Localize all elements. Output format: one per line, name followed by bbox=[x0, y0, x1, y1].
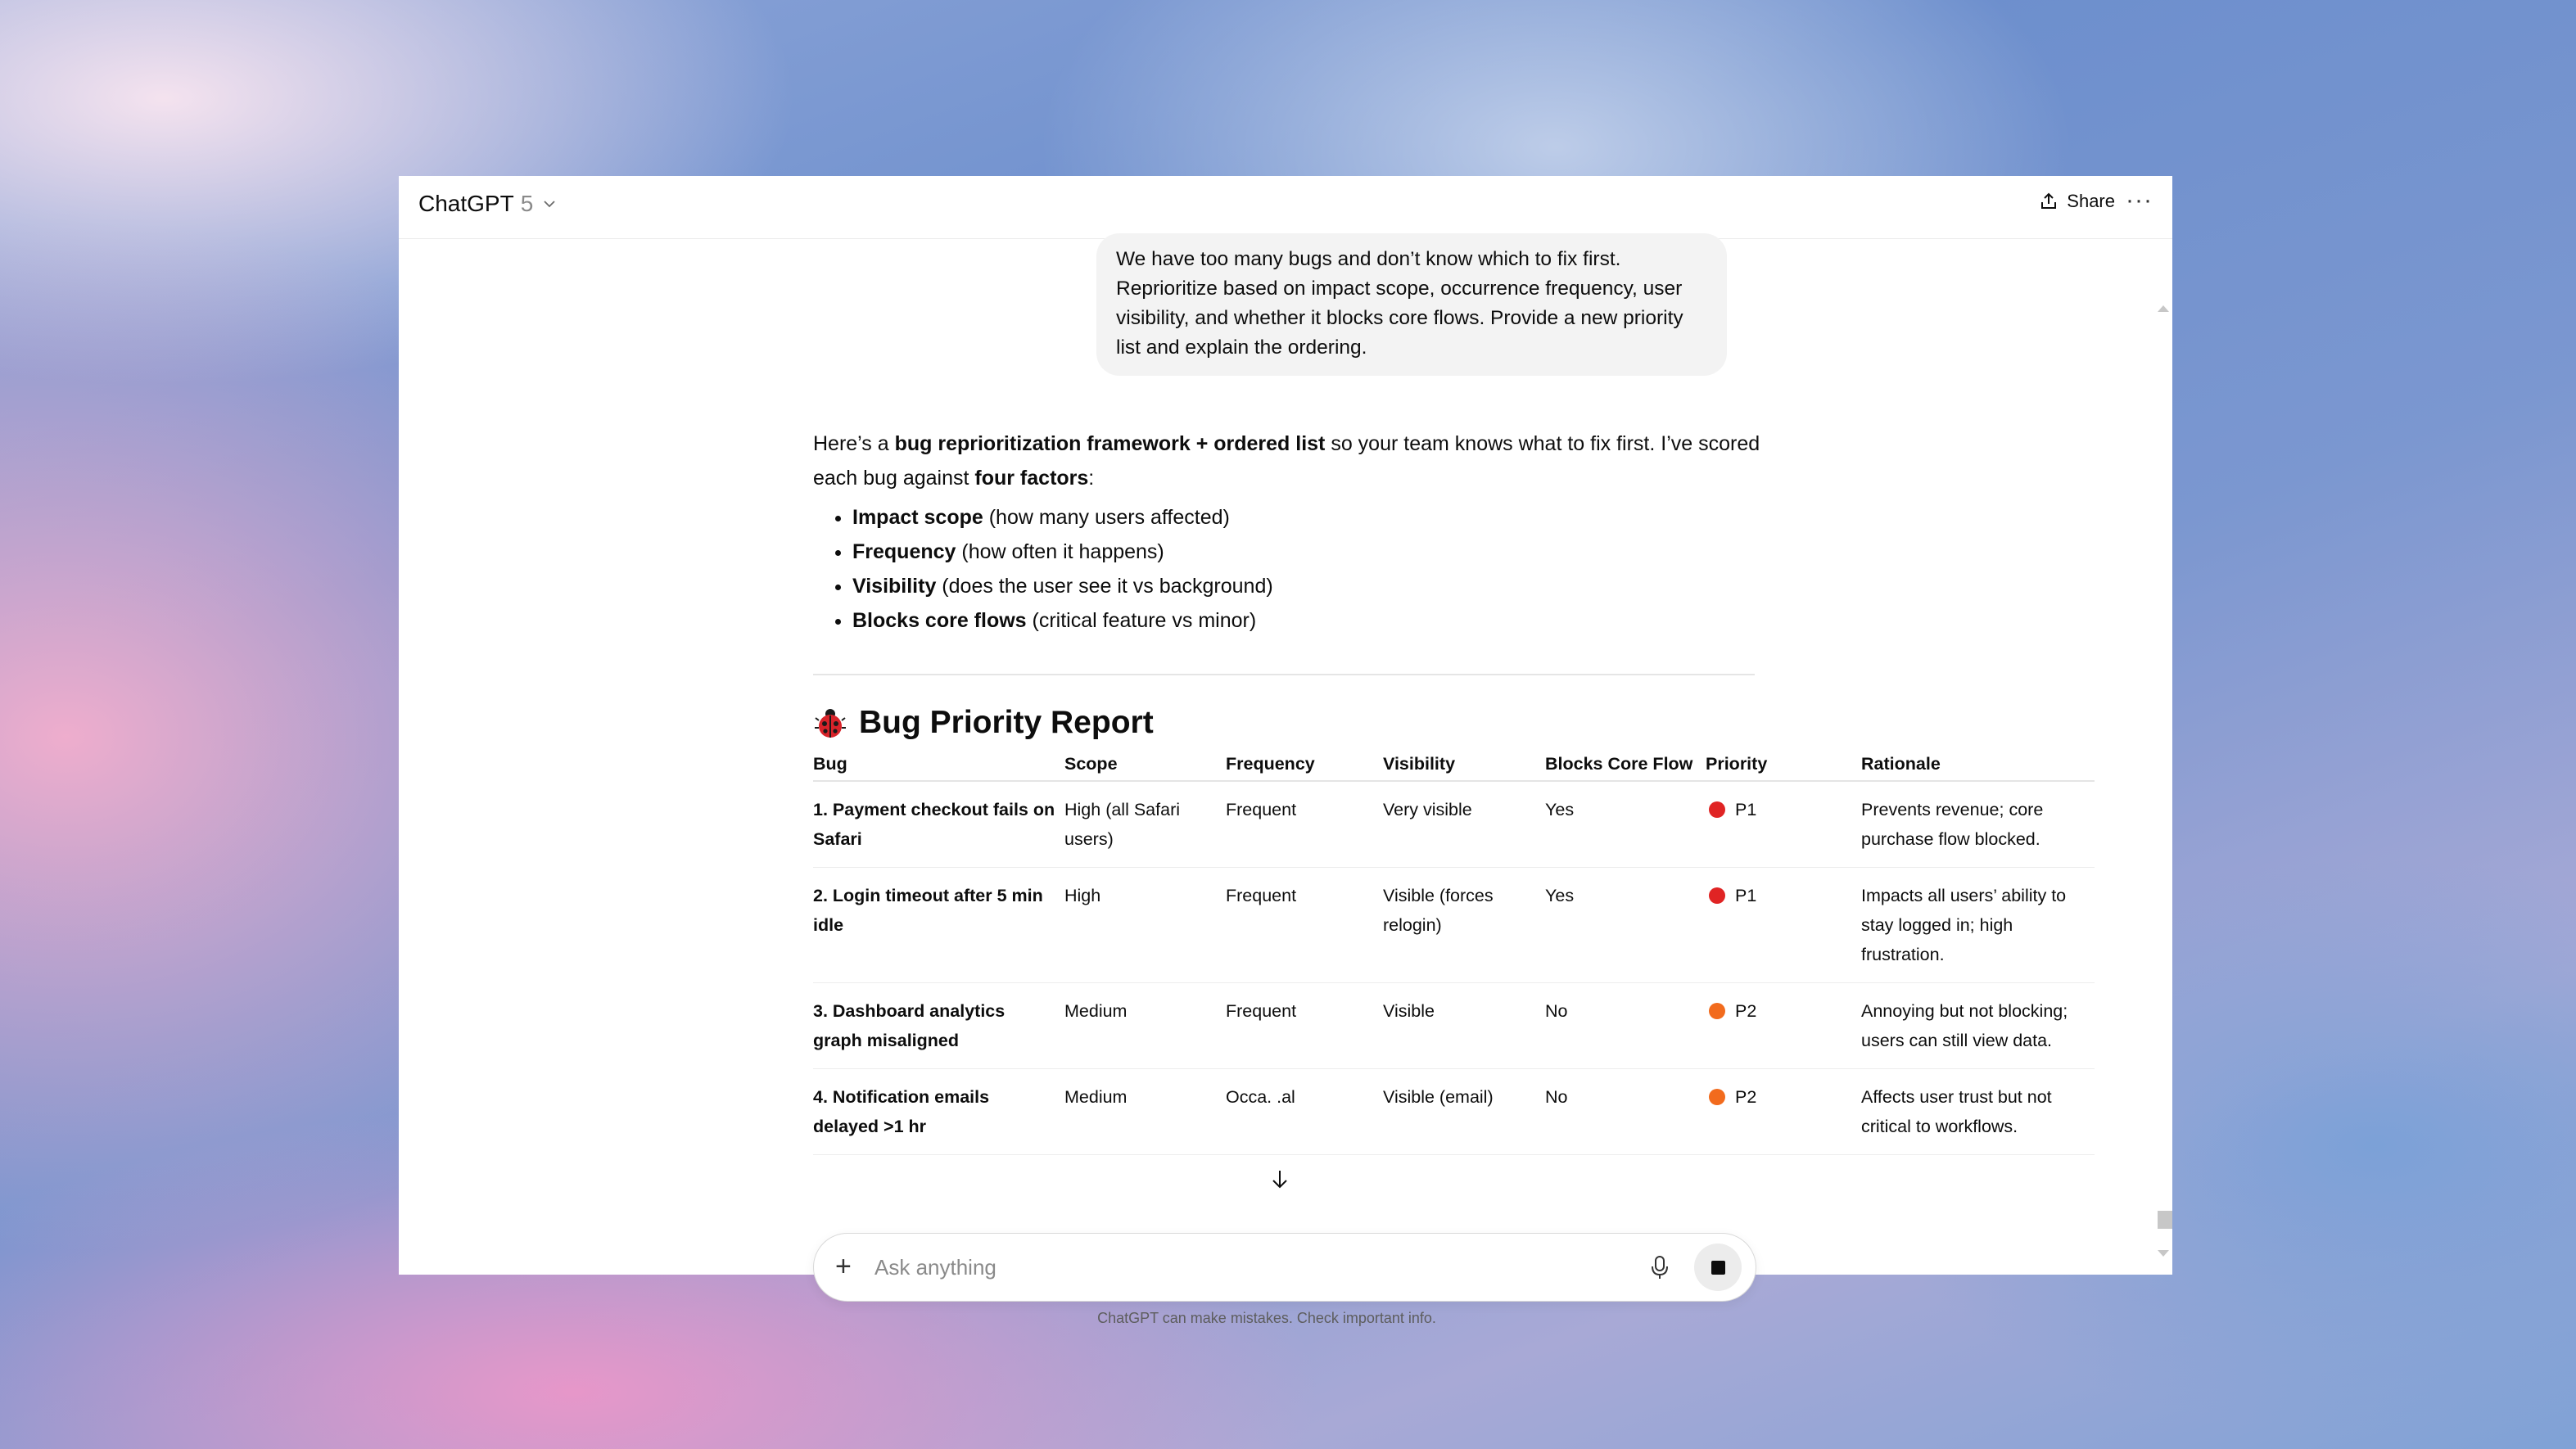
chat-window bbox=[399, 176, 2172, 1326]
orange-circle-icon bbox=[1709, 1089, 1725, 1105]
bug-priority-table bbox=[813, 754, 2095, 1155]
scrollbar-thumb[interactable] bbox=[2158, 1211, 2172, 1229]
frequency-cell: Frequent bbox=[1226, 781, 1383, 868]
intro-text: so your team knows what to fix first. I’ve scored each bug against bbox=[813, 432, 1760, 490]
report-title: Bug Priority Report bbox=[859, 705, 1154, 740]
priority-cell bbox=[1706, 1069, 1861, 1155]
bug-cell: 2. Login timeout after 5 min idle bbox=[813, 868, 1064, 983]
factor-desc: (how many users affected) bbox=[983, 506, 1230, 529]
frequency-cell: Frequent bbox=[1226, 868, 1383, 983]
assistant-message bbox=[813, 427, 1763, 638]
chevron-down-icon bbox=[543, 200, 556, 208]
rationale-cell: Prevents revenue; core purchase flow blocked. bbox=[1861, 781, 2095, 868]
column-header: Priority bbox=[1706, 754, 1861, 781]
model-switcher[interactable] bbox=[418, 191, 556, 217]
table-row bbox=[813, 983, 2095, 1069]
blocks-cell: Yes bbox=[1545, 868, 1706, 983]
share-label: Share bbox=[2067, 191, 2115, 211]
model-name: ChatGPT bbox=[418, 191, 514, 216]
frequency-cell: Frequent bbox=[1226, 983, 1383, 1069]
share-button[interactable] bbox=[2039, 191, 2115, 212]
microphone-icon[interactable] bbox=[1649, 1255, 1670, 1280]
column-header: Rationale bbox=[1861, 754, 2095, 781]
column-header: Bug bbox=[813, 754, 1064, 781]
visibility-cell: Visible (forces relogin) bbox=[1383, 868, 1545, 983]
visibility-cell: Visible (email) bbox=[1383, 1069, 1545, 1155]
blocks-cell: Yes bbox=[1545, 781, 1706, 868]
bug-cell: 1. Payment checkout fails on Safari bbox=[813, 781, 1064, 868]
composer bbox=[813, 1233, 1756, 1302]
scope-cell: Medium bbox=[1064, 1069, 1226, 1155]
priority-label: P2 bbox=[1735, 1001, 1757, 1021]
intro-text: Here’s a bbox=[813, 432, 895, 455]
intro-text: : bbox=[1088, 467, 1095, 490]
visibility-cell: Visible bbox=[1383, 983, 1545, 1069]
blocks-cell: No bbox=[1545, 1069, 1706, 1155]
factor-desc: (does the user see it vs background) bbox=[936, 575, 1273, 598]
priority-label: P1 bbox=[1735, 800, 1757, 819]
add-attachment-button[interactable]: + bbox=[835, 1251, 852, 1282]
intro-bold-factors: four factors bbox=[974, 467, 1089, 490]
bug-cell: 4. Notification emails delayed >1 hr bbox=[813, 1069, 1064, 1155]
bug-cell: 3. Dashboard analytics graph misaligned bbox=[813, 983, 1064, 1069]
visibility-cell: Very visible bbox=[1383, 781, 1545, 868]
scrollbar-down-arrow[interactable] bbox=[2158, 1250, 2169, 1257]
frequency-cell: Occa. .al bbox=[1226, 1069, 1383, 1155]
factor-term: Visibility bbox=[852, 575, 937, 598]
table-row bbox=[813, 781, 2095, 868]
model-version: 5 bbox=[520, 191, 534, 216]
list-item bbox=[852, 535, 1763, 569]
factor-desc: (how often it happens) bbox=[956, 540, 1164, 563]
report-heading bbox=[813, 705, 1154, 741]
top-bar bbox=[399, 176, 2172, 239]
stop-button[interactable] bbox=[1694, 1244, 1742, 1291]
prompt-input[interactable] bbox=[873, 1248, 1613, 1286]
disclaimer: ChatGPT can make mistakes. Check important info. bbox=[1097, 1310, 1436, 1326]
priority-label: P2 bbox=[1735, 1087, 1757, 1107]
scope-cell: High bbox=[1064, 868, 1226, 983]
scope-cell: High (all Safari users) bbox=[1064, 781, 1226, 868]
priority-cell bbox=[1706, 983, 1861, 1069]
orange-circle-icon bbox=[1709, 1003, 1725, 1019]
factor-term: Frequency bbox=[852, 540, 956, 563]
stop-icon bbox=[1711, 1261, 1725, 1275]
rationale-cell: Impacts all users’ ability to stay logged in; high frustration. bbox=[1861, 868, 2095, 983]
scroll-to-bottom-button[interactable] bbox=[1262, 1162, 1298, 1198]
list-item bbox=[852, 569, 1763, 603]
factor-list bbox=[813, 500, 1763, 638]
user-message: We have too many bugs and don’t know which to fix first. Reprioritize based on impact scope, occurrence frequency, user visibility, and whether it blocks core flows. Provide a new priority list and explain the ordering. bbox=[1096, 233, 1727, 376]
column-header: Scope bbox=[1064, 754, 1226, 781]
priority-label: P1 bbox=[1735, 886, 1757, 905]
red-circle-icon bbox=[1709, 801, 1725, 818]
factor-term: Blocks core flows bbox=[852, 609, 1027, 632]
table-row bbox=[813, 1069, 2095, 1155]
conversation bbox=[399, 238, 2172, 1326]
column-header: Blocks Core Flow bbox=[1545, 754, 1706, 781]
column-header: Frequency bbox=[1226, 754, 1383, 781]
rationale-cell: Annoying but not blocking; users can still view data. bbox=[1861, 983, 2095, 1069]
blocks-cell: No bbox=[1545, 983, 1706, 1069]
scope-cell: Medium bbox=[1064, 983, 1226, 1069]
intro-bold-framework: bug reprioritization framework + ordered list bbox=[894, 432, 1326, 455]
list-item bbox=[852, 500, 1763, 535]
arrow-down-icon bbox=[1271, 1169, 1289, 1190]
column-header: Visibility bbox=[1383, 754, 1545, 781]
table-header-row bbox=[813, 754, 2095, 781]
section-divider bbox=[813, 674, 1755, 675]
factor-term: Impact scope bbox=[852, 506, 983, 529]
red-circle-icon bbox=[1709, 887, 1725, 904]
more-options-button[interactable]: ··· bbox=[2126, 187, 2153, 214]
answer-intro bbox=[813, 427, 1763, 495]
rationale-cell: Affects user trust but not critical to workflows. bbox=[1861, 1069, 2095, 1155]
ladybug-icon bbox=[813, 706, 847, 740]
share-icon bbox=[2039, 192, 2059, 211]
scrollbar-up-arrow[interactable] bbox=[2158, 305, 2169, 312]
list-item bbox=[852, 603, 1763, 638]
factor-desc: (critical feature vs minor) bbox=[1026, 609, 1257, 632]
table-row bbox=[813, 868, 2095, 983]
priority-cell bbox=[1706, 781, 1861, 868]
priority-cell bbox=[1706, 868, 1861, 983]
